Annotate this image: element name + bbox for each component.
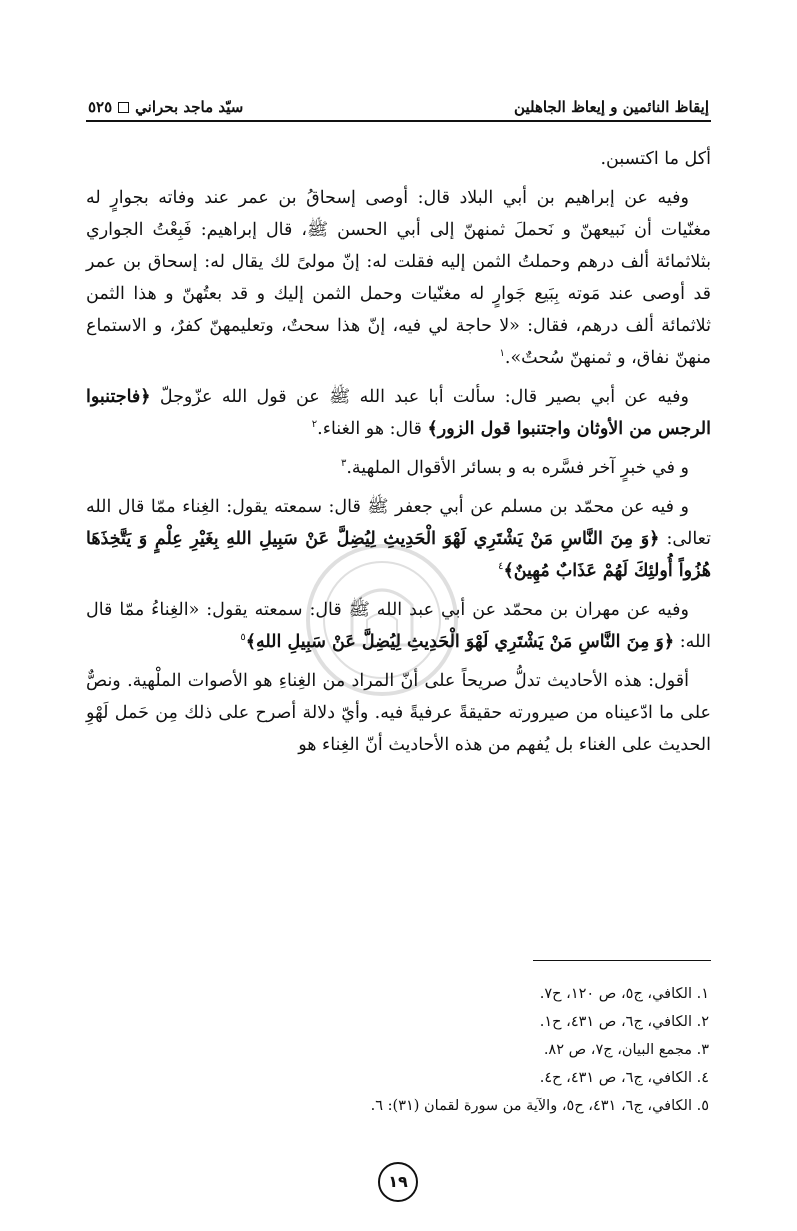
footnote-rule xyxy=(533,960,711,961)
original-page-ref: ٥٢٥ xyxy=(88,98,113,116)
paragraph: وفيه عن إبراهيم بن أبي البلاد قال: أوصى إسحاقُ بن عمر عند وفاته بجوارٍ له مغنّيات أن نَبيعهنّ و نَحملَ ثمنهنّ إلى أبي الحسن ﷺ، قال إبراهيم: فَبِعْتُ الجواري بثلاثمائة ألف درهم وحملتُ الثمن إليه فقلت له: إنّ مولىً لك يقال له: إسحاق بن عمر قد أوصى عند مَوته بِبَيع جَوارٍ له مغنّيات وحمل الثمن إليك و قد بعتُهنّ و هذا الثمن ثلاثمائة ألف درهم، فقال: «لا حاجة لي فيه، إنّ هذا سحتٌ، وتعليمهنّ كفرٌ، و الاستماع منهنّ نفاق، و ثمنهنّ سُحتٌ».$^١$ xyxy=(86,188,711,368)
book-title: إيقاظ النائمين و إيعاظ الجاهلين xyxy=(514,98,709,116)
footnote: ٤. الكافي، ج٦، ص ٤٣١، ح٤. xyxy=(539,1070,709,1086)
footnote-ref: ٣ xyxy=(340,458,347,470)
footnotes xyxy=(180,980,709,1120)
author-name: سيّد ماجد بحراني xyxy=(135,98,244,116)
footnote-ref: ٤ xyxy=(498,561,504,573)
header-rule xyxy=(86,120,711,122)
footnote: ٥. الكافي، ج٦، ٤٣١، ح٥، والآية من سورة لقمان (٣١): ٦. xyxy=(370,1098,709,1114)
paragraph: و في خبرٍ آخر فسَّره به و بسائر الأقوال الملهية.$^٣$ xyxy=(340,458,689,478)
running-header xyxy=(88,86,709,116)
page-number: ١٩ xyxy=(378,1162,418,1202)
quran-verse: ﴿وَ مِنَ النَّاسِ مَنْ يَشْتَرِي لَهْوَ الْحَدِيثِ لِيُضِلَّ عَنْ سَبِيلِ اللهِ﴾ xyxy=(245,632,675,652)
paragraph: أقول: هذه الأحاديث تدلُّ صريحاً على أنّ المراد من الغِناءِ هو الأصوات الملْهية. ونصٌّ على ما ادّعيناه من صيرورته حقيقةً عرفيةً فيه. وأيّ دلالة أصرح على ذلك مِن حَمل لَهْوِ الحديث على الغناء بل يُفهم من هذه الأحاديث أنّ الغِناء هو xyxy=(86,671,711,755)
paragraph: وفيه عن مهران بن محمّد عن أبي عبد الله ﷺ قال: سمعته يقول: «الغِناءُ ممّا قال الله: ﴿وَ مِنَ النَّاسِ مَنْ يَشْتَرِي لَهْوَ الْحَدِيثِ لِيُضِلَّ عَنْ سَبِيلِ اللهِ﴾$^٥$ xyxy=(86,600,711,652)
paragraph: وفيه عن أبي بصير قال: سألت أبا عبد الله ﷺ عن قول الله عزّوجلّ ﴿فاجتنبوا الرجس من الأوثان واجتنبوا قول الزور﴾ قال: هو الغناء.$^٢$ xyxy=(86,387,711,439)
quran-verse: ﴿وَ مِنَ النَّاسِ مَنْ يَشْتَرِي لَهْوَ الْحَدِيثِ لِيُضِلَّ عَنْ سَبِيلِ اللهِ بِغَيْرِ عِلْمٍ وَ يَتَّخِذَهَا هُزُواً أُولئِكَ لَهُمْ عَذَابٌ مُهِينٌ﴾ xyxy=(86,529,711,581)
footnote: ١. الكافي، ج٥، ص ١٢٠، ح٧. xyxy=(539,986,709,1002)
footnote-ref: ٢ xyxy=(311,419,318,431)
author-page-ref xyxy=(88,98,243,116)
paragraph: و فيه عن محمّد بن مسلم عن أبي جعفر ﷺ قال: سمعته يقول: الغِناء ممّا قال الله تعالى: ﴿وَ مِنَ النَّاسِ مَنْ يَشْتَرِي لَهْوَ الْحَدِيثِ لِيُضِلَّ عَنْ سَبِيلِ اللهِ بِغَيْرِ عِلْمٍ وَ يَتَّخِذَهَا هُزُواً أُولئِكَ لَهُمْ عَذَابٌ مُهِينٌ﴾$^٤$ xyxy=(86,497,711,581)
footnote: ٢. الكافي، ج٦، ص ٤٣١، ح١. xyxy=(539,1014,709,1030)
footnote-ref: ١ xyxy=(499,348,505,360)
square-separator-icon xyxy=(118,102,129,113)
footnote-ref: ٥ xyxy=(240,632,246,644)
paragraph: أكل ما اكتسبن. xyxy=(600,149,711,169)
main-text xyxy=(86,143,711,768)
footnote: ٣. مجمع البيان، ج٧، ص ٨٢. xyxy=(543,1042,709,1058)
quran-verse: ﴿فاجتنبوا الرجس من الأوثان واجتنبوا قول الزور﴾ xyxy=(86,387,711,439)
